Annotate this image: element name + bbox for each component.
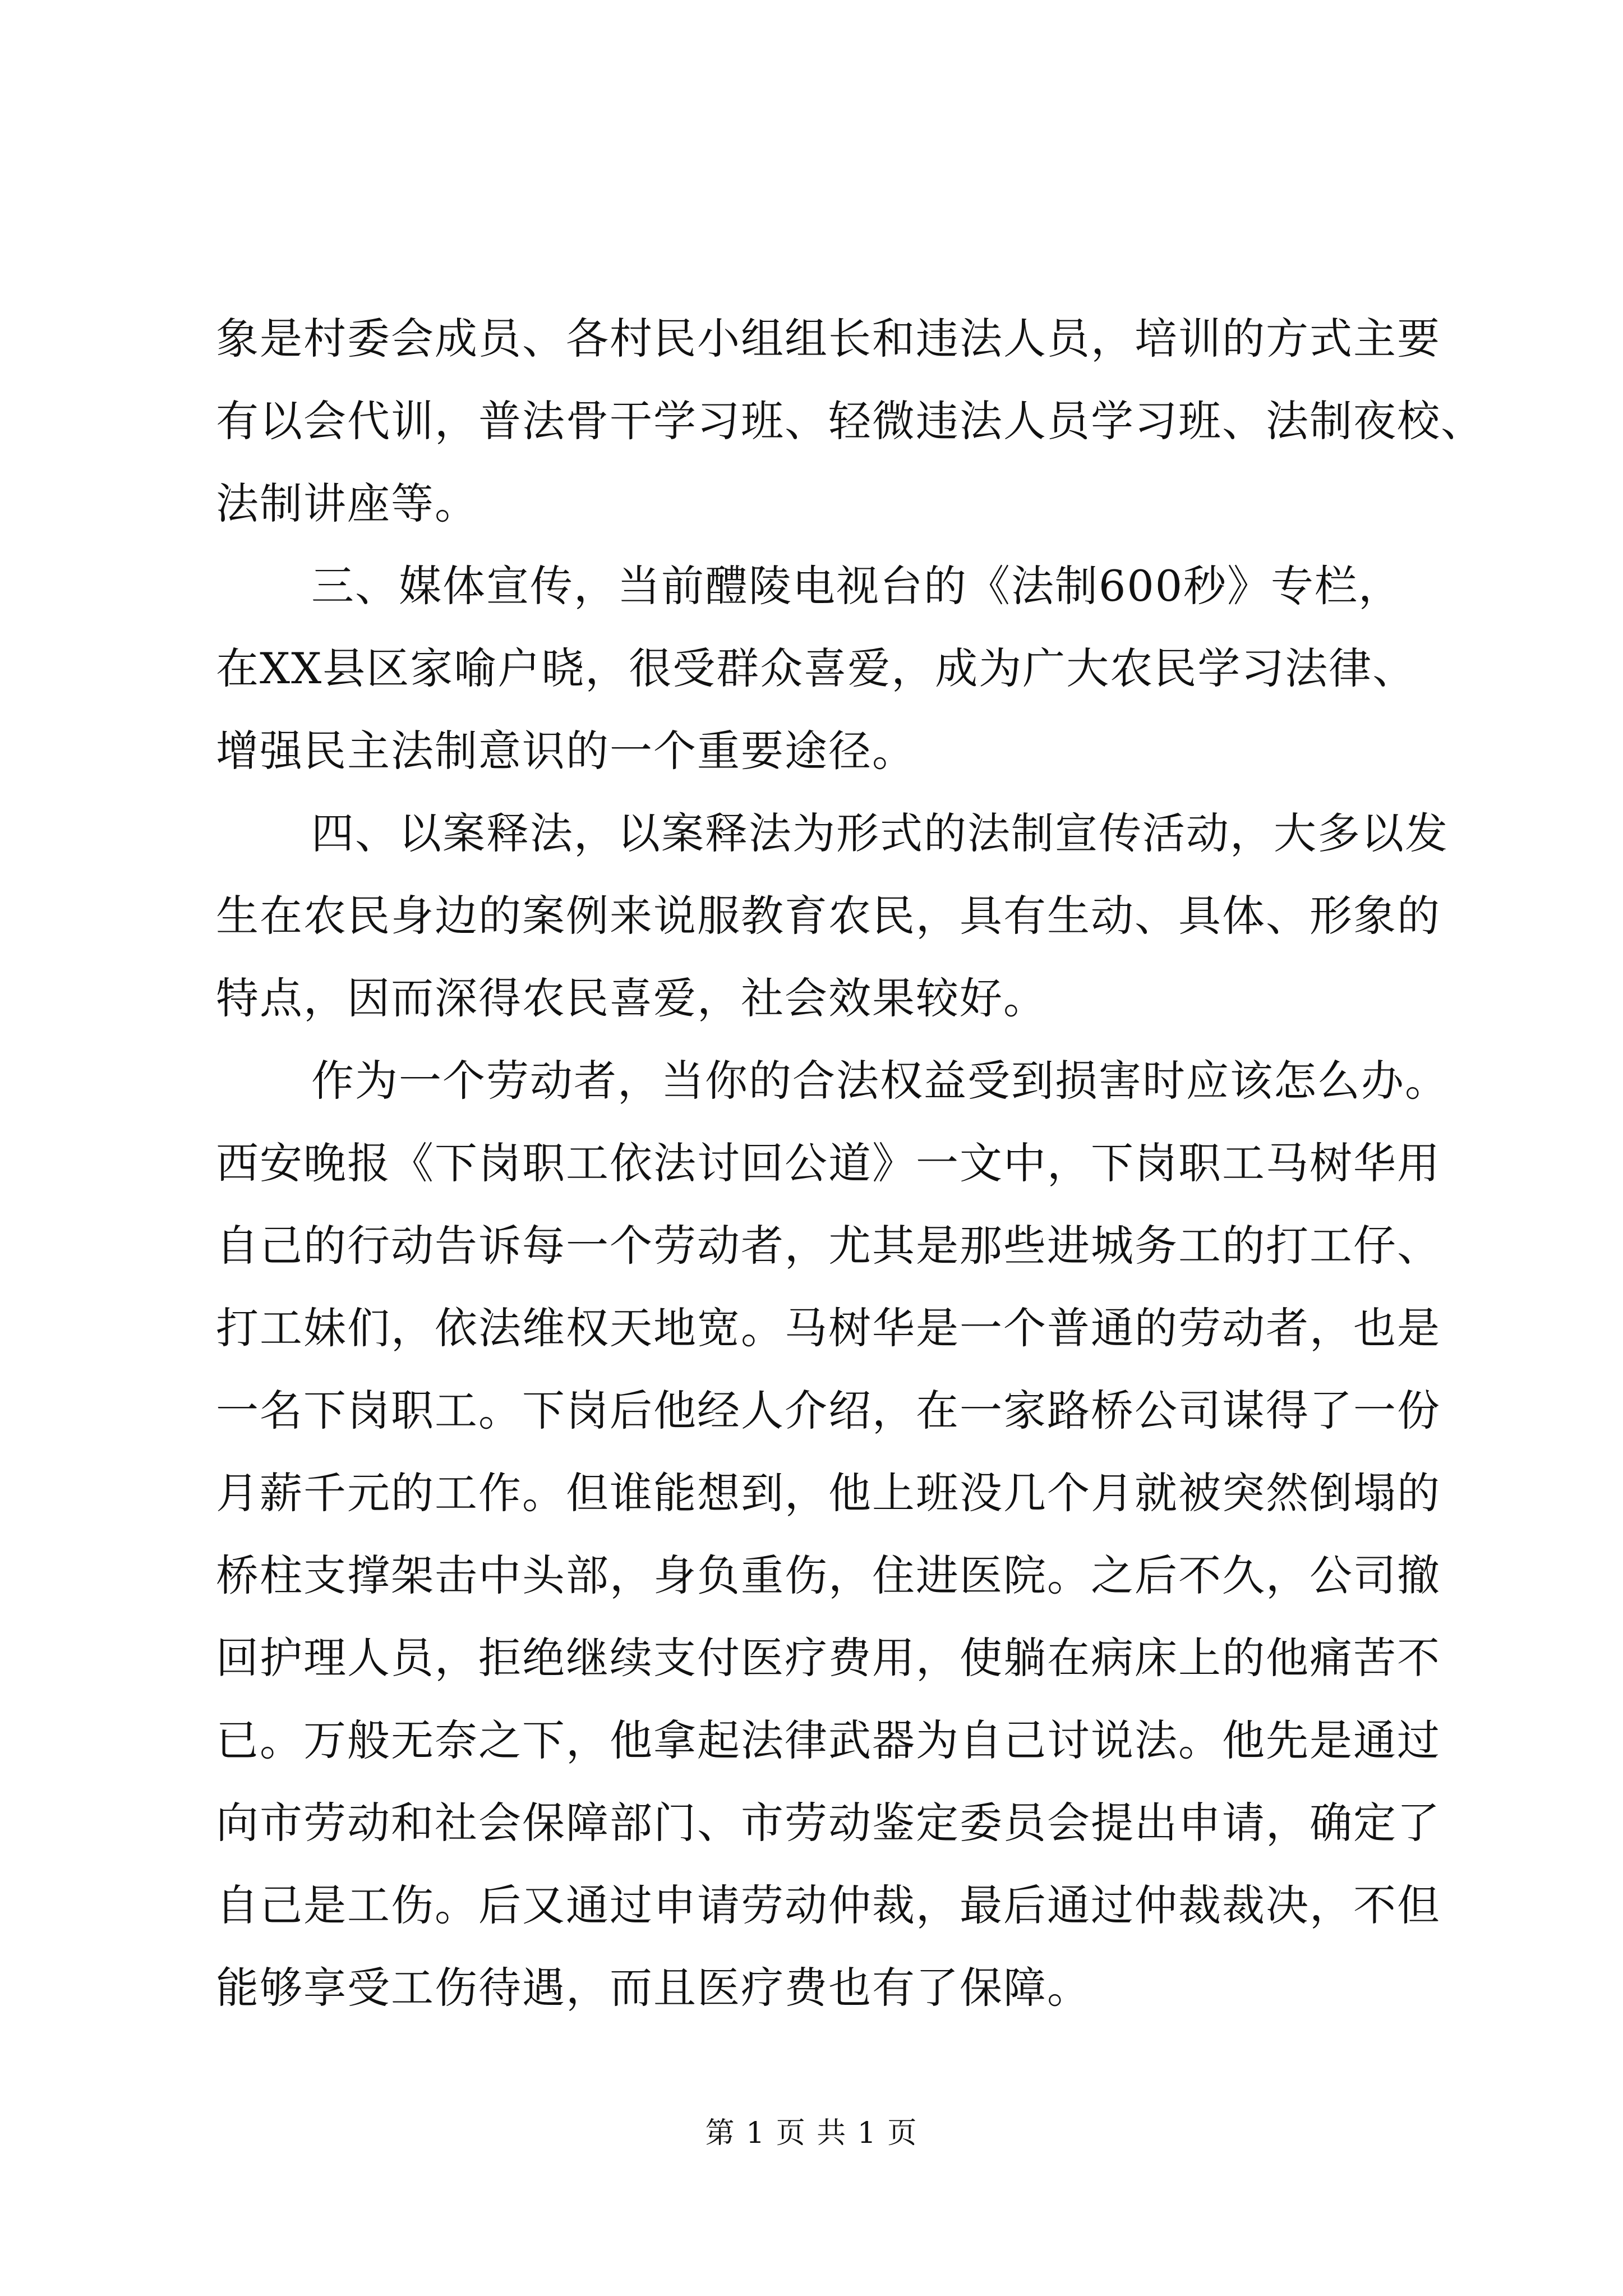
text-line: 西安晚报《下岗职工依法讨回公道》一文中，下岗职工马树华用 xyxy=(216,1138,1441,1188)
text-line: 能够享受工伤待遇，而且医疗费也有了保障。 xyxy=(216,1963,1091,2013)
text-line: 象是村委会成员、各村民小组组长和违法人员，培训的方式主要 xyxy=(216,314,1441,364)
page-footer: 第 1 页 共 1 页 xyxy=(705,2116,918,2150)
document-body xyxy=(216,297,1484,2029)
text-line: 三、媒体宣传，当前醴陵电视台的《法制600秒》专栏， xyxy=(311,561,1403,611)
text-line: 特点，因而深得农民喜爱，社会效果较好。 xyxy=(216,973,1047,1023)
text-line: 向市劳动和社会保障部门、市劳动鉴定委员会提出申请，确定了 xyxy=(216,1798,1441,1848)
text-line: 增强民主法制意识的一个重要途径。 xyxy=(216,726,916,776)
text-line: 月薪千元的工作。但谁能想到，他上班没几个月就被突然倒塌的 xyxy=(216,1468,1441,1518)
text-line: 自己的行动告诉每一个劳动者，尤其是那些进城务工的打工仔、 xyxy=(216,1221,1441,1271)
text-line: 四、以案释法，以案释法为形式的法制宣传活动，大多以发 xyxy=(311,808,1449,858)
text-line: 打工妹们，依法维权天地宽。马树华是一个普通的劳动者，也是 xyxy=(216,1303,1441,1353)
text-line: 法制讲座等。 xyxy=(216,478,478,528)
text-line: 已。万般无奈之下，他拿起法律武器为自己讨说法。他先是通过 xyxy=(216,1715,1441,1765)
text-line: 生在农民身边的案例来说服教育农民，具有生动、具体、形象的 xyxy=(216,891,1441,941)
text-line: 桥柱支撑架击中头部，身负重伤，住进医院。之后不久，公司撤 xyxy=(216,1550,1441,1600)
text-line: 自己是工伤。后又通过申请劳动仲裁，最后通过仲裁裁决，不但 xyxy=(216,1880,1441,1930)
text-line: 作为一个劳动者，当你的合法权益受到损害时应该怎么办。 xyxy=(311,1056,1449,1106)
text-line: 一名下岗职工。下岗后他经人介绍，在一家路桥公司谋得了一份 xyxy=(216,1386,1441,1435)
text-line: 有以会代训，普法骨干学习班、轻微违法人员学习班、法制夜校、 xyxy=(216,396,1484,446)
text-line: 在XX县区家喻户晓，很受群众喜爱，成为广大农民学习法律、 xyxy=(216,643,1417,693)
text-line: 回护理人员，拒绝继续支付医疗费用，使躺在病床上的他痛苦不 xyxy=(216,1633,1441,1683)
